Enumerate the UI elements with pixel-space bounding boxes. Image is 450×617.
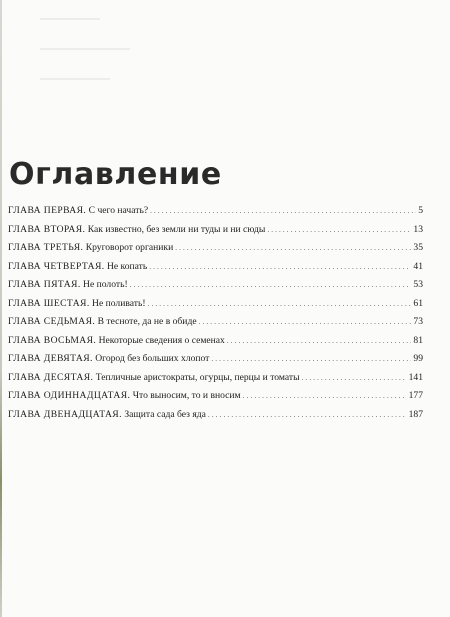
toc-chapter-label: ГЛАВА ВОСЬМАЯ. — [8, 334, 97, 346]
toc-entry — [8, 258, 423, 277]
toc-chapter-label: ГЛАВА ВТОРАЯ. — [8, 223, 86, 235]
toc-page-number: 177 — [408, 390, 423, 401]
toc-chapter-label: ГЛАВА ЧЕТВЕРТАЯ. — [8, 260, 105, 272]
toc-entry — [8, 202, 423, 221]
show-through-shadow — [40, 18, 160, 108]
toc-chapter-title: Что выносим, то и вносим — [132, 390, 241, 401]
toc-page-number: 61 — [413, 297, 423, 309]
toc-dot-leader — [267, 221, 411, 240]
toc-chapter-title: Не полоть! — [83, 279, 128, 290]
toc-dot-leader — [175, 239, 411, 258]
page-edge — [0, 0, 2, 617]
toc-entry — [8, 221, 423, 240]
toc-chapter-title: Как известно, без земли ни туды и ни сюды — [87, 223, 266, 235]
toc-chapter-label: ГЛАВА ТРЕТЬЯ. — [8, 242, 84, 253]
toc-chapter-label: ГЛАВА ПЕРВАЯ. — [8, 205, 87, 216]
toc-heading: Оглавление — [9, 157, 222, 192]
toc-dot-leader — [150, 202, 416, 221]
toc-dot-leader — [243, 387, 407, 406]
toc-page-number: 53 — [413, 279, 423, 290]
toc-page-number: 73 — [413, 316, 423, 327]
toc-chapter-title: Некоторые сведения о семенах — [98, 334, 225, 346]
toc-chapter-title: С чего начать? — [88, 205, 149, 216]
toc-entry — [8, 313, 423, 332]
toc-chapter-title: Тепличные аристократы, огурцы, перцы и томаты — [95, 371, 300, 383]
toc-page-number: 99 — [413, 353, 423, 364]
toc-dot-leader — [211, 350, 411, 369]
toc-chapter-title: Не копать — [106, 260, 148, 272]
toc-entry — [8, 406, 423, 425]
toc-entry — [8, 239, 423, 258]
toc-chapter-label: ГЛАВА СЕДЬМАЯ. — [8, 316, 96, 327]
toc-page-number: 13 — [413, 223, 423, 235]
toc-entry — [8, 332, 423, 351]
toc-dot-leader — [227, 332, 412, 351]
toc-chapter-title: Не поливать! — [92, 297, 146, 309]
toc-page-number: 41 — [413, 260, 423, 272]
toc-chapter-title: Огород без больших хлопот — [95, 353, 210, 364]
toc-entry — [8, 369, 423, 388]
toc-dot-leader — [199, 313, 412, 332]
toc-entry — [8, 350, 423, 369]
toc-dot-leader — [302, 369, 407, 388]
toc-page-number: 141 — [408, 371, 423, 383]
toc-entry — [8, 295, 423, 314]
toc-chapter-label: ГЛАВА ДЕВЯТАЯ. — [8, 353, 93, 364]
toc-entry — [8, 387, 423, 406]
toc-chapter-label: ГЛАВА ДЕСЯТАЯ. — [8, 371, 94, 383]
toc-chapter-label: ГЛАВА ШЕСТАЯ. — [8, 297, 90, 309]
toc-chapter-label: ГЛАВА ОДИННАДЦАТАЯ. — [8, 390, 131, 401]
toc-page-number: 5 — [418, 205, 423, 216]
toc-chapter-label: ГЛАВА ПЯТАЯ. — [8, 279, 81, 290]
toc-chapter-title: Защита сада без яда — [124, 408, 206, 420]
toc-dot-leader — [208, 406, 407, 425]
toc-list — [8, 202, 423, 424]
toc-chapter-title: Круговорот органики — [85, 242, 174, 253]
toc-dot-leader — [149, 258, 411, 277]
toc-page-number: 81 — [413, 334, 423, 346]
toc-page-number: 35 — [413, 242, 423, 253]
toc-dot-leader — [148, 295, 412, 314]
toc-dot-leader — [130, 276, 412, 295]
toc-page-number: 187 — [408, 408, 423, 420]
toc-chapter-label: ГЛАВА ДВЕНАДЦАТАЯ. — [8, 408, 122, 420]
toc-chapter-title: В тесноте, да не в обиде — [97, 316, 197, 327]
toc-entry — [8, 276, 423, 295]
